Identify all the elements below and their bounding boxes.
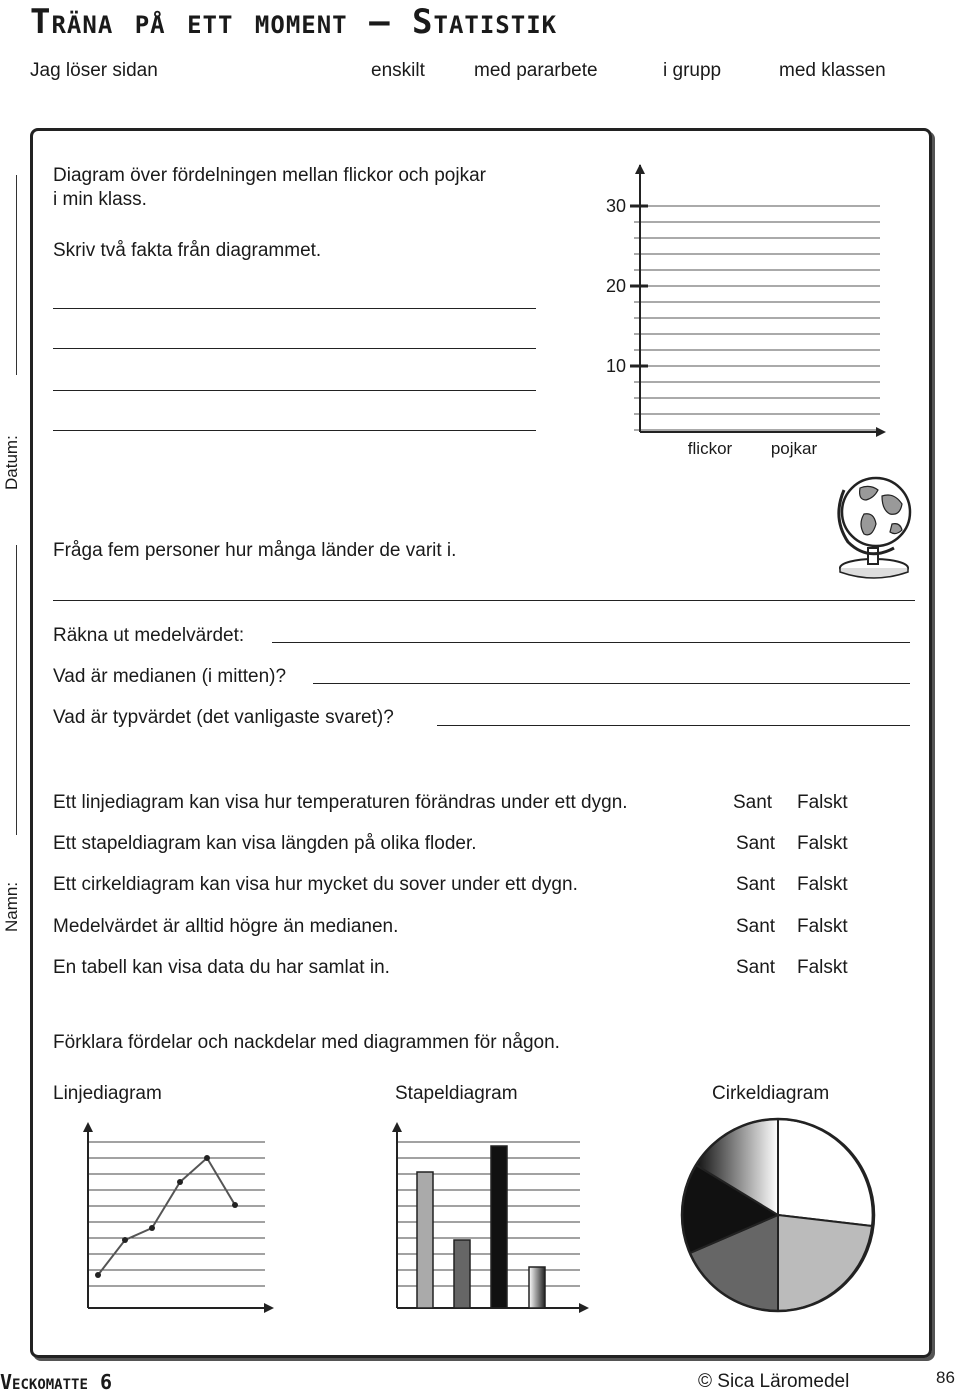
statement-text: Medelvärdet är alltid högre än medianen. xyxy=(53,916,399,937)
page-title: Träna på ett moment – Statistik xyxy=(30,2,558,42)
series-name: Veckomatte 6 xyxy=(0,1370,112,1394)
median-answer-line[interactable] xyxy=(313,683,910,684)
date-label: Datum: xyxy=(2,435,21,490)
line-chart-illustration xyxy=(70,1120,280,1320)
mean-answer-line[interactable] xyxy=(272,642,910,643)
mode-question: Vad är typvärdet (det vanligaste svaret)? xyxy=(53,707,394,728)
true-option[interactable]: Sant xyxy=(736,916,776,937)
x-category-label: flickor xyxy=(687,439,733,458)
statement-text: Ett linjediagram kan visa hur temperaturen förändras under ett dygn. xyxy=(53,792,628,813)
date-write-line[interactable] xyxy=(16,175,17,375)
true-option[interactable]: Sant xyxy=(733,792,773,813)
statement-text: Ett cirkeldiagram kan visa hur mycket du sover under ett dygn. xyxy=(53,874,578,895)
section2-prompt: Fråga fem personer hur många länder de varit i. xyxy=(53,540,457,561)
false-option[interactable]: Falskt xyxy=(797,792,848,813)
globe-icon xyxy=(830,470,915,582)
section1-line1: Diagram över fördelningen mellan flickor och pojkar xyxy=(53,165,486,186)
pie-chart-illustration xyxy=(680,1115,880,1315)
data-write-line[interactable] xyxy=(53,600,915,601)
mode-intro: Jag löser sidan xyxy=(30,60,158,81)
gender-bar-chart[interactable] xyxy=(590,160,890,465)
x-category-label: pojkar xyxy=(770,439,818,458)
pie-chart-label: Cirkeldiagram xyxy=(712,1083,830,1104)
mode-group[interactable]: i grupp xyxy=(663,60,722,81)
section4-prompt: Förklara fördelar och nackdelar med diagrammen för någon. xyxy=(53,1032,560,1053)
mode-answer-line[interactable] xyxy=(437,725,910,726)
false-option[interactable]: Falskt xyxy=(797,957,848,978)
false-option[interactable]: Falskt xyxy=(797,833,848,854)
true-option[interactable]: Sant xyxy=(736,833,776,854)
page-number: 86 xyxy=(936,1368,955,1387)
x-axis-arrow-icon xyxy=(876,427,886,437)
y-axis-arrow-icon xyxy=(635,164,645,174)
answer-line[interactable] xyxy=(53,430,536,431)
answer-line[interactable] xyxy=(53,390,536,391)
line-chart-label: Linjediagram xyxy=(53,1083,162,1104)
name-write-line[interactable] xyxy=(16,545,17,835)
statement-text: Ett stapeldiagram kan visa längden på olika floder. xyxy=(53,833,477,854)
y-tick-label: 10 xyxy=(605,356,626,376)
mode-pair[interactable]: med pararbete xyxy=(474,60,598,81)
mode-class[interactable]: med klassen xyxy=(779,60,886,81)
y-tick-label: 30 xyxy=(605,196,626,216)
y-tick-label: 20 xyxy=(605,276,626,296)
false-option[interactable]: Falskt xyxy=(797,916,848,937)
bar-chart-illustration xyxy=(385,1120,595,1320)
publisher: © Sica Läromedel xyxy=(698,1371,850,1392)
statement-text: En tabell kan visa data du har samlat in. xyxy=(53,957,390,978)
bar-chart-label: Stapeldiagram xyxy=(395,1083,518,1104)
true-option[interactable]: Sant xyxy=(736,957,776,978)
true-option[interactable]: Sant xyxy=(736,874,776,895)
section1-prompt: Skriv två fakta från diagrammet. xyxy=(53,240,322,261)
answer-line[interactable] xyxy=(53,308,536,309)
answer-line[interactable] xyxy=(53,348,536,349)
mean-question: Räkna ut medelvärdet: xyxy=(53,625,245,646)
name-label: Namn: xyxy=(2,881,21,932)
mode-individual[interactable]: enskilt xyxy=(371,60,425,81)
median-question: Vad är medianen (i mitten)? xyxy=(53,666,287,687)
false-option[interactable]: Falskt xyxy=(797,874,848,895)
section1-line2: i min klass. xyxy=(53,189,147,210)
